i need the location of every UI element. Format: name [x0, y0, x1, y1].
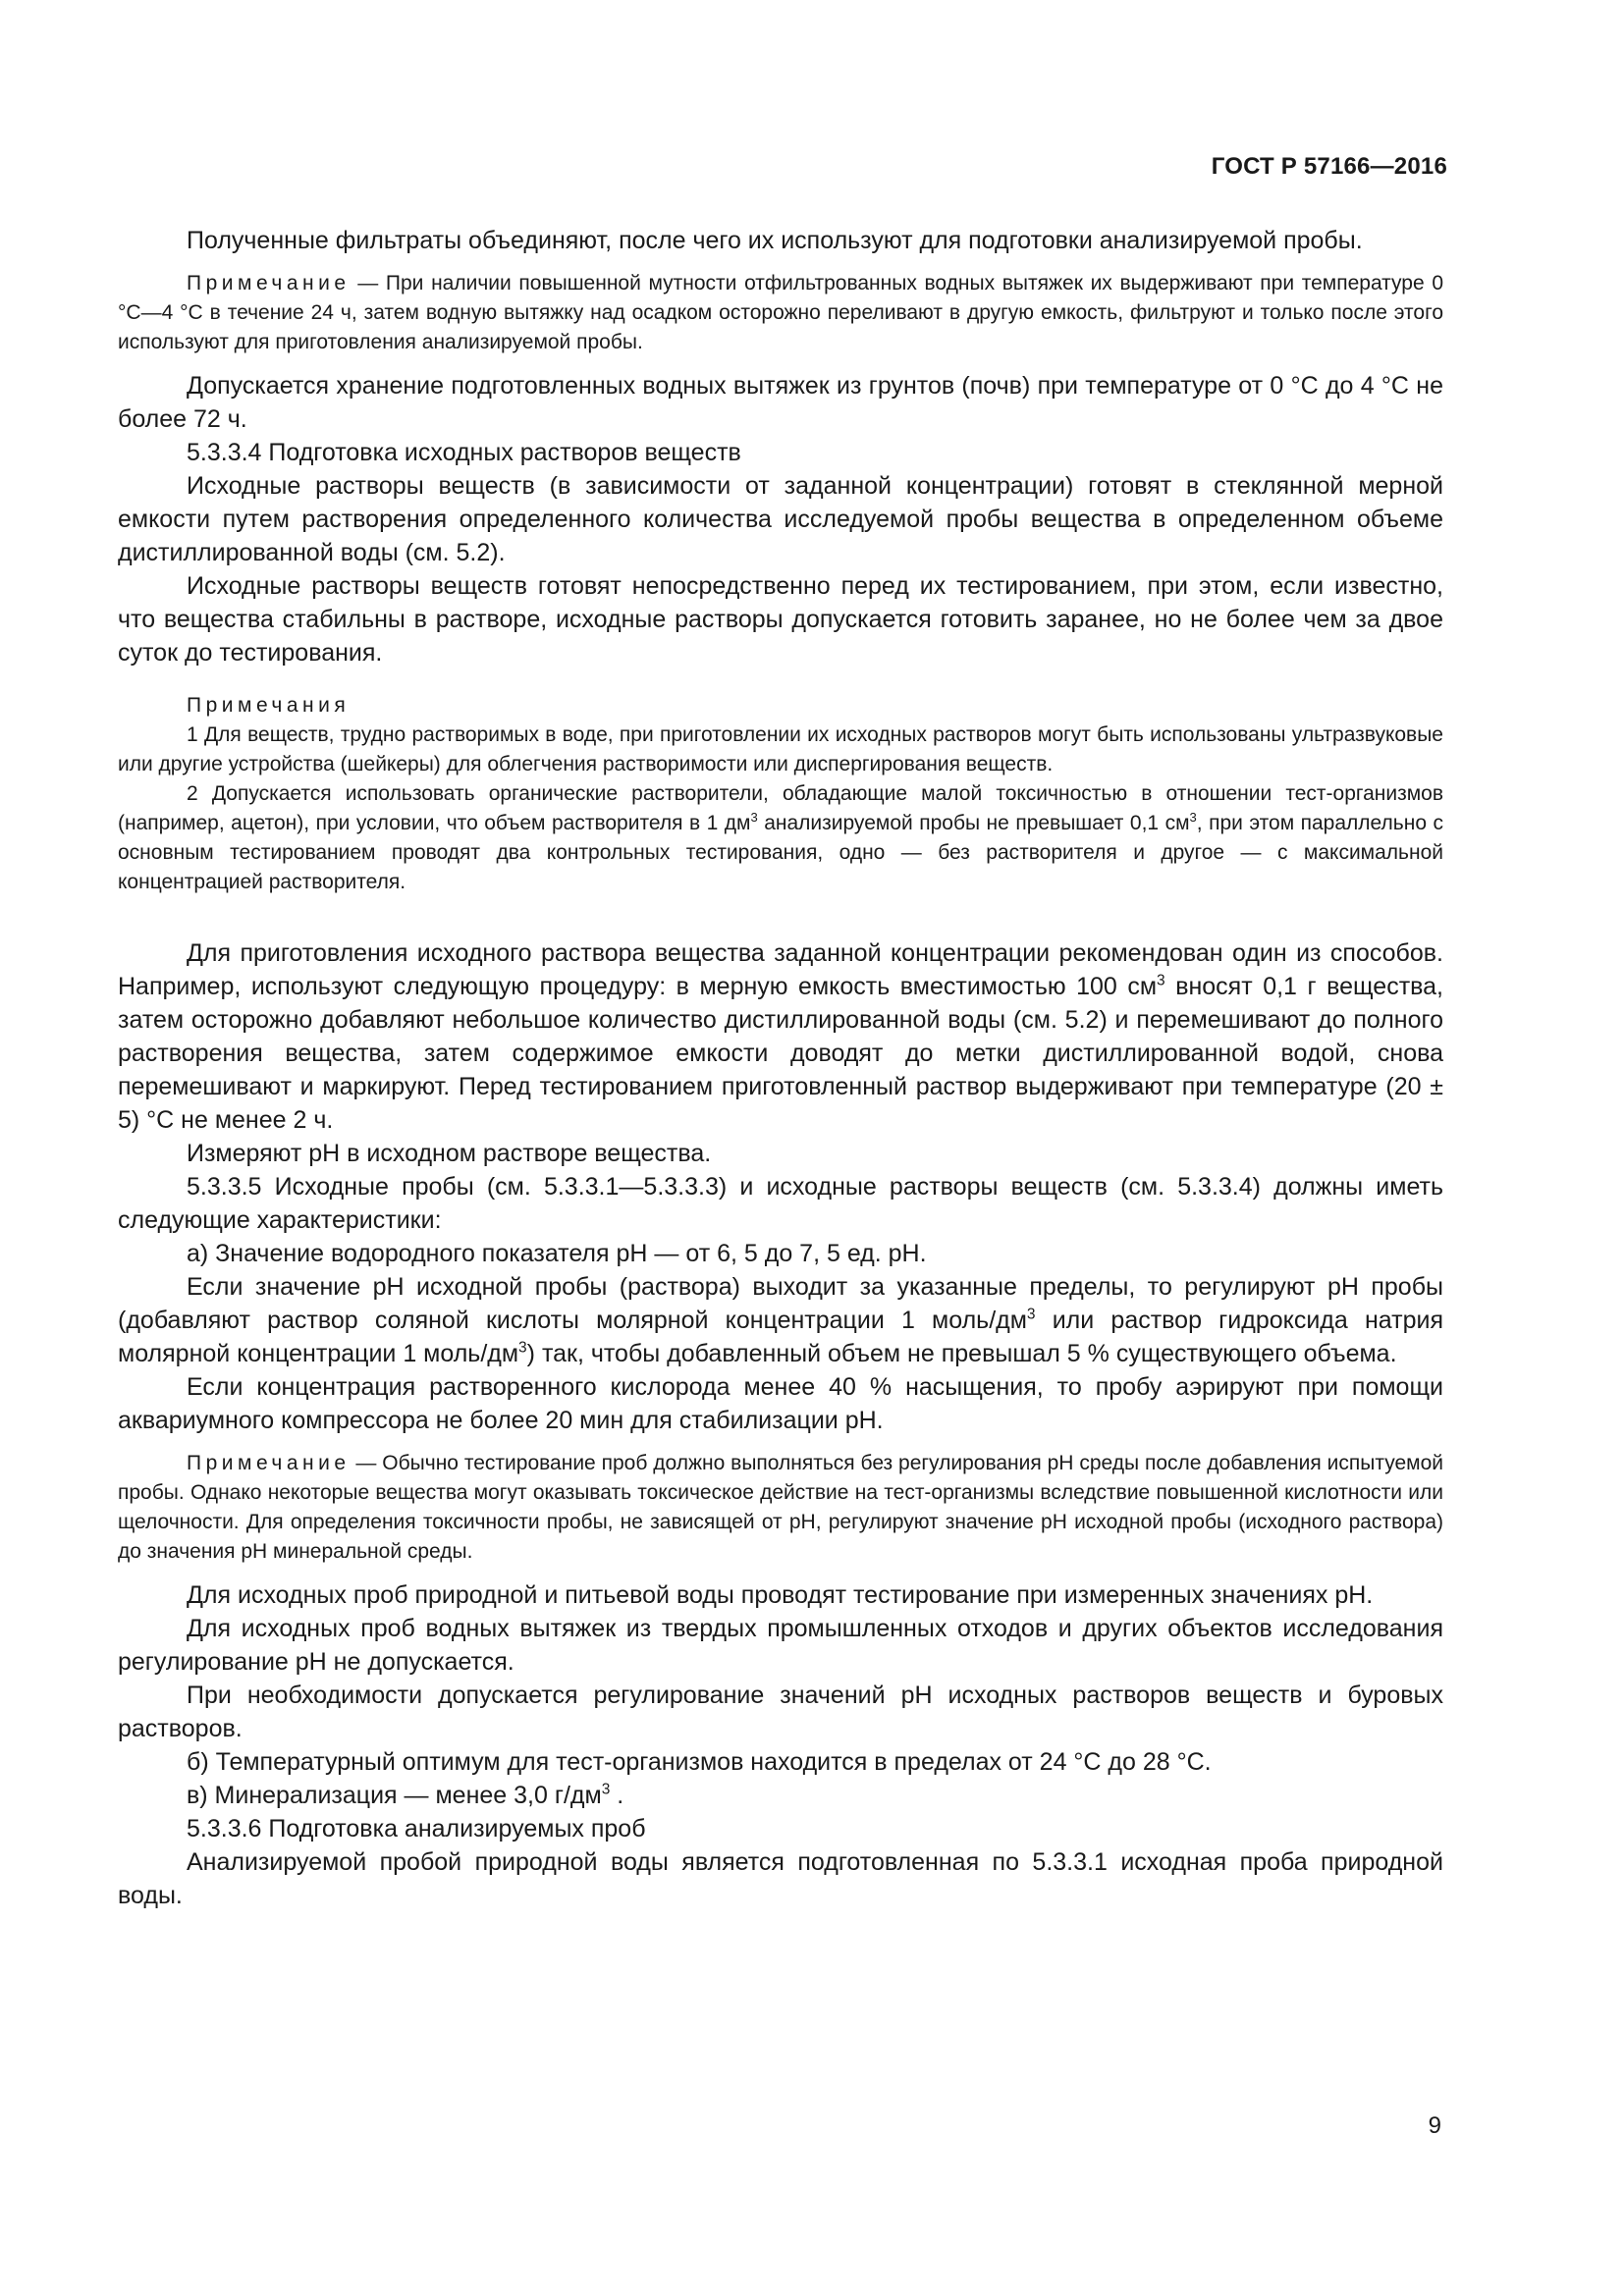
- body-paragraph: [118, 1679, 1443, 1745]
- text-run: Измеряют рН в исходном растворе вещества.: [187, 1140, 712, 1167]
- page-content: [118, 224, 1443, 1912]
- text-run: вносят 0,1 г вещества, затем осторожно добавляют небольшое количество дистиллированной воды (см. 5.2) и перемешивают до полного растворения вещества, затем содержимое емкости доводят до метки дистиллированной водой, снова перемешивают и маркируют. Перед тестированием приготовленный раствор выдерживают при температуре (20 ± 5) °С не менее 2 ч.: [118, 973, 1444, 1134]
- text-run: 5.3.3.4 Подготовка исходных растворов веществ: [187, 439, 741, 466]
- text-run: б) Температурный оптимум для тест-организмов находится в пределах от 24 °С до 28 °С.: [187, 1748, 1212, 1776]
- document-header: ГОСТ Р 57166—2016: [1211, 153, 1447, 180]
- text-run: — Обычно тестирование проб должно выполняться без регулирования рН среды после добавления испытуемой пробы. Однако некоторые вещества могут оказывать токсическое действие на тест-организмы вследствие повышенной кислотности или щелочности. Для определения токсичности пробы, не зависящей от рН, регулируют значение рН исходной пробы (исходного раствора) до значения рН минеральной среды.: [118, 1452, 1443, 1563]
- note-label: Примечание: [187, 1452, 351, 1474]
- body-paragraph: [118, 1845, 1443, 1912]
- text-run: Допускается хранение подготовленных водных вытяжек из грунтов (почв) при температуре от 0 °С до 4 °С не более 72 ч.: [118, 372, 1443, 433]
- page-number: 9: [1428, 2112, 1441, 2139]
- body-paragraph: [118, 1370, 1443, 1437]
- note-paragraph: [118, 721, 1443, 779]
- body-paragraph: [118, 469, 1443, 569]
- text-run: Для исходных проб водных вытяжек из твердых промышленных отходов и других объектов исследования регулирование рН не допускается.: [118, 1615, 1443, 1676]
- text-run: 5.3.3.6 Подготовка анализируемых проб: [187, 1815, 646, 1842]
- text-run: .: [610, 1782, 624, 1809]
- body-paragraph: [118, 569, 1443, 669]
- text-run: а) Значение водородного показателя рН — от 6, 5 до 7, 5 ед. рН.: [187, 1240, 927, 1267]
- body-paragraph: [118, 1237, 1443, 1270]
- superscript: 3: [750, 810, 758, 825]
- note-paragraph: [118, 779, 1443, 897]
- superscript: 3: [601, 1781, 611, 1798]
- note-label: Примечание: [187, 272, 351, 294]
- text-run: или раствор гидроксида натрия молярной концентрации 1 моль/дм: [118, 1307, 1443, 1367]
- body-paragraph: [118, 1612, 1443, 1679]
- text-run: 2 Допускается использовать органические растворители, обладающие малой токсичностью в отношении тест-организмов (например, ацетон), при условии, что объем растворителя в 1 дм: [118, 782, 1443, 834]
- spacer: [118, 1437, 1443, 1449]
- body-paragraph: [118, 1170, 1443, 1237]
- text-run: Если значение рН исходной пробы (раствора) выходит за указанные пределы, то регулируют рН пробы (добавляют раствор соляной кислоты молярной концентрации 1 моль/дм: [118, 1273, 1443, 1334]
- body-paragraph: [118, 936, 1443, 1137]
- spacer: [118, 357, 1443, 369]
- body-paragraph: [118, 369, 1443, 436]
- body-paragraph: [118, 224, 1443, 257]
- text-run: Если концентрация растворенного кислорода менее 40 % насыщения, то пробу аэрируют при помощи аквариумного компрессора не более 20 мин для стабилизации рН.: [118, 1373, 1443, 1434]
- superscript: 3: [1157, 972, 1165, 989]
- superscript: 3: [1189, 810, 1197, 825]
- text-run: — При наличии повышенной мутности отфильтрованных водных вытяжек их выдерживают при температуре 0 °С—4 °С в течение 24 ч, затем водную вытяжку над осадком осторожно переливают в другую емкость, фильтруют и только после этого используют для приготовления анализируемой пробы.: [118, 272, 1443, 353]
- text-run: , при этом параллельно с основным тестированием проводят два контрольных тестирования, одно — без растворителя и другое — с максимальной концентрацией растворителя.: [118, 812, 1443, 893]
- text-run: Исходные растворы веществ (в зависимости от заданной концентрации) готовят в стеклянной мерной емкости путем растворения определенного количества исследуемой пробы вещества в определенном объеме дистиллированной воды (см. 5.2).: [118, 472, 1443, 566]
- spacer: [118, 669, 1443, 691]
- text-run: Полученные фильтраты объединяют, после чего их используют для подготовки анализируемой пробы.: [187, 227, 1363, 254]
- text-run: 5.3.3.5 Исходные пробы (см. 5.3.3.1—5.3.3.3) и исходные растворы веществ (см. 5.3.3.4) должны иметь следующие характеристики:: [118, 1173, 1443, 1234]
- text-run: 1 Для веществ, трудно растворимых в воде, при приготовлении их исходных растворов могут быть использованы ультразвуковые или другие устройства (шейкеры) для облегчения растворимости или диспергирования веществ.: [118, 723, 1443, 775]
- text-run: Для исходных проб природной и питьевой воды проводят тестирование при измеренных значениях рН.: [187, 1581, 1374, 1609]
- text-run: Для приготовления исходного раствора вещества заданной концентрации рекомендован один из способов. Например, используют следующую процедуру: в мерную емкость вместимостью 100 см: [118, 939, 1443, 1000]
- body-paragraph: [118, 1578, 1443, 1612]
- note-paragraph: [118, 691, 1443, 721]
- body-paragraph: [118, 1812, 1443, 1845]
- superscript: 3: [518, 1339, 527, 1357]
- note-paragraph: [118, 1449, 1443, 1567]
- spacer: [118, 257, 1443, 269]
- note-label: Примечания: [187, 694, 351, 717]
- superscript: 3: [1026, 1306, 1036, 1323]
- body-paragraph: [118, 1270, 1443, 1370]
- text-run: Анализируемой пробой природной воды является подготовленная по 5.3.3.1 исходная проба природной воды.: [118, 1848, 1443, 1909]
- body-paragraph: [118, 436, 1443, 469]
- body-paragraph: [118, 1745, 1443, 1779]
- spacer: [118, 1567, 1443, 1578]
- body-paragraph: [118, 1137, 1443, 1170]
- text-run: Исходные растворы веществ готовят непосредственно перед их тестированием, при этом, если известно, что вещества стабильны в растворе, исходные растворы допускается готовить заранее, но не более чем за двое суток до тестирования.: [118, 572, 1443, 667]
- body-paragraph: [118, 1779, 1443, 1812]
- text-run: ) так, чтобы добавленный объем не превышал 5 % существующего объема.: [526, 1340, 1397, 1367]
- text-run: в) Минерализация — менее 3,0 г/дм: [187, 1782, 602, 1809]
- text-run: При необходимости допускается регулирование значений рН исходных растворов веществ и буровых растворов.: [118, 1682, 1443, 1742]
- text-run: анализируемой пробы не превышает 0,1 см: [757, 812, 1190, 834]
- note-paragraph: [118, 269, 1443, 357]
- spacer: [118, 897, 1443, 936]
